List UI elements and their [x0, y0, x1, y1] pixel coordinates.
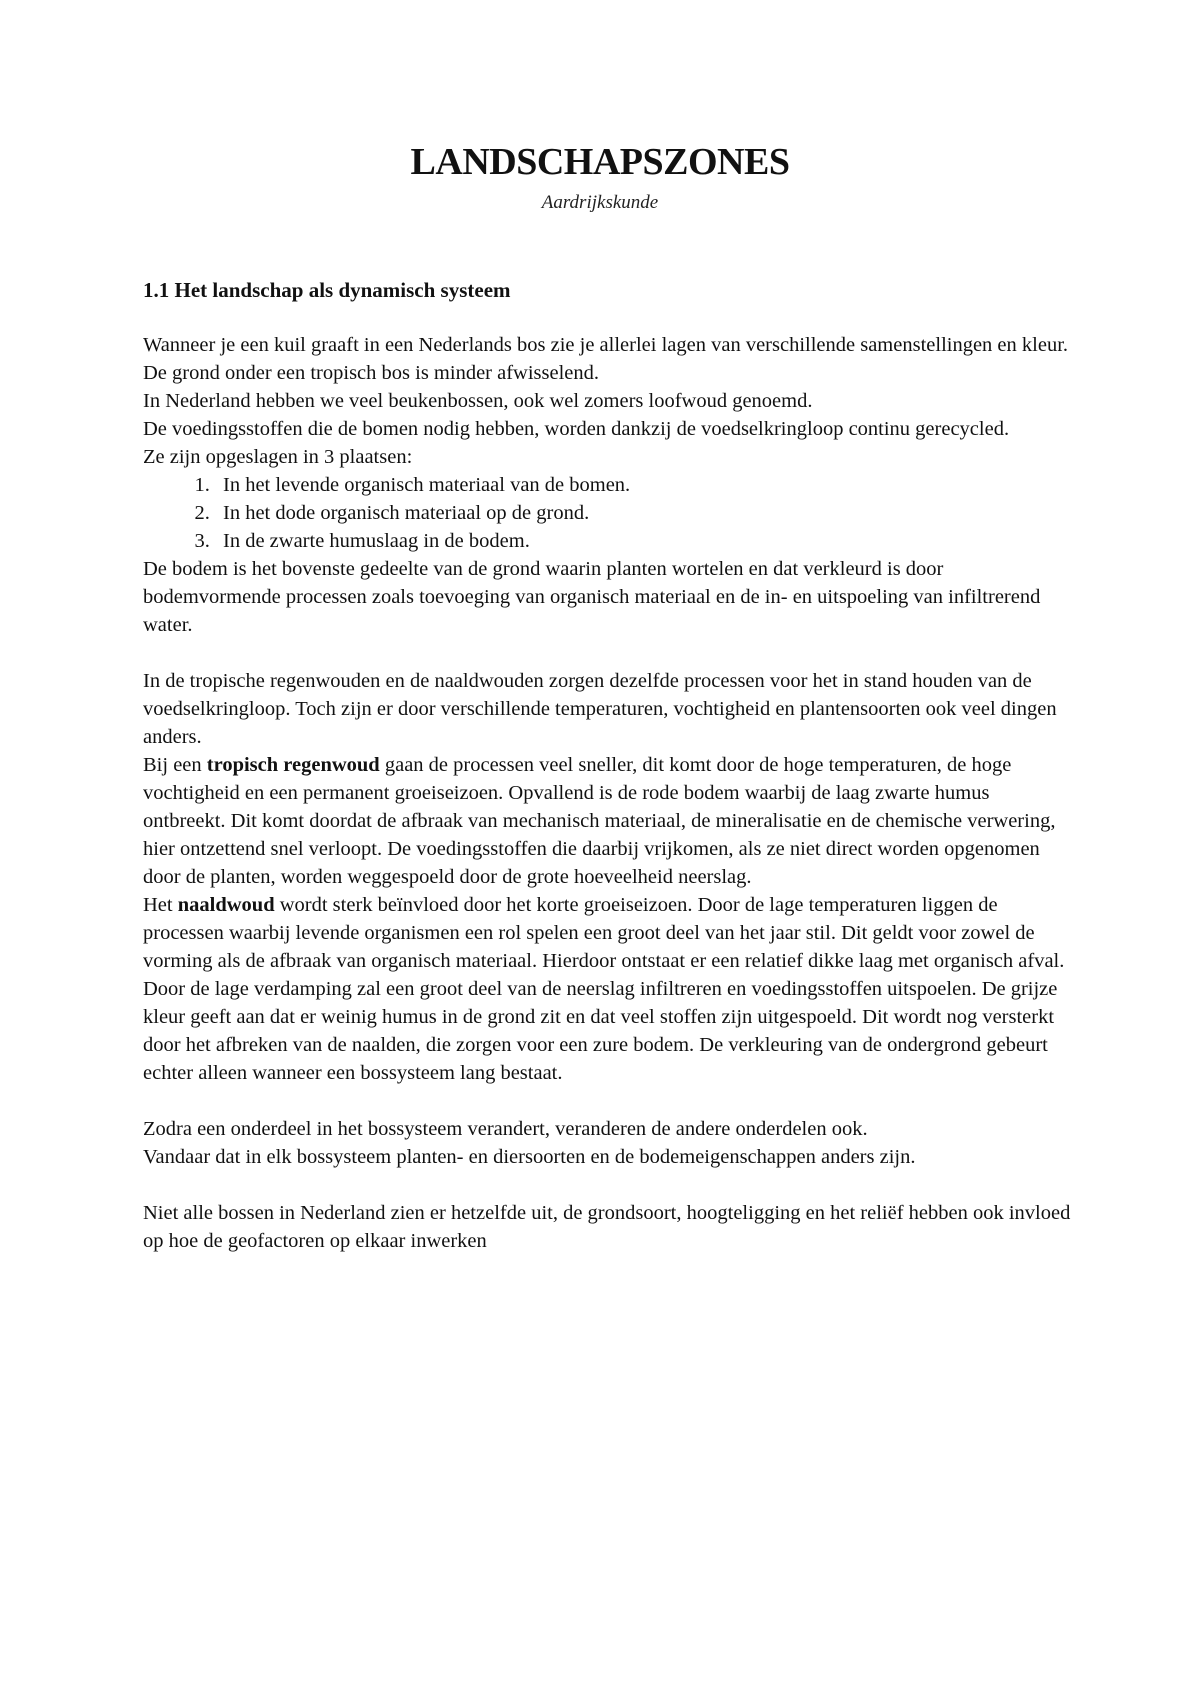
bodem-paragraph: De bodem is het bovenste gedeelte van de grond waarin planten wortelen en dat verkleurd is door bodemvormende processen zoals toevoeging van organisch materiaal en de in- en uitspoeling van infiltrerend water. — [143, 558, 1041, 636]
document-title: LANDSCHAPSZONES — [410, 141, 790, 183]
change-paragraph-line-2: Vandaar dat in elk bossysteem planten- en diersoorten en de bodemeigenschappen anders zijn. — [143, 1146, 916, 1168]
paragraph-spacer — [143, 1087, 1073, 1115]
section-heading: 1.1 Het landschap als dynamisch systeem — [143, 278, 511, 302]
naaldwoud-term: naaldwoud — [177, 894, 275, 916]
tropical-intro-paragraph: In de tropische regenwouden en de naaldwouden zorgen dezelfde processen voor het in stand houden van de voedselkringloop. Toch zijn er door verschillende temperaturen, vochtigheid en plantensoorten ook veel dingen anders. — [143, 670, 1057, 748]
naaldwoud-text-after: wordt sterk beïnvloed door het korte groeiseizoen. Door de lage temperaturen liggen de processen waarbij levende organismen een rol spelen een groot deel van het jaar stil. Dit geldt voor zowel de vorming als de afbraak van organisch materiaal. Hierdoor ontstaat er een relatief dikke laag met organisch afval. Door de lage verdamping zal een groot deel van de neerslag infiltreren en voedingsstoffen uitspoelen. De grijze kleur geeft aan dat er weinig humus in de grond zit en dat veel stoffen zijn uitgespoeld. Dit wordt nog versterkt door het afbreken van de naalden, die zorgen voor een zure bodem. De verkleuring van de ondergrond gebeurt echter alleen wanneer een bossysteem lang bestaat. — [143, 894, 1065, 1084]
naaldwoud-text-before: Het — [143, 894, 178, 916]
list-item: 1. In het levende organisch materiaal van de bomen. — [215, 471, 1073, 499]
naaldwoud-paragraph — [143, 891, 1073, 1087]
intro-paragraph-2: In Nederland hebben we veel beukenbossen, ook wel zomers loofwoud genoemd. — [143, 390, 813, 412]
document-subtitle: Aardrijkskunde — [541, 192, 659, 213]
paragraph-spacer — [143, 1171, 1073, 1199]
storage-places-list — [143, 471, 1073, 555]
regenwoud-term: tropisch regenwoud — [206, 754, 380, 776]
regenwoud-text-after: gaan de processen veel sneller, dit komt door de hoge temperaturen, de hoge vochtigheid en een permanent groeiseizoen. Opvallend is de rode bodem waarbij de laag zwarte humus ontbreekt. Dit komt doordat de afbraak van mechanisch materiaal, de mineralisatie en de chemische verwering, hier ontzettend snel verloopt. De voedingsstoffen die daarbij vrijkomen, als ze niet direct worden opgenomen door de planten, worden weggespoeld door de grote hoeveelheid neerslag. — [143, 754, 1056, 888]
list-item: 3. In de zwarte humuslaag in de bodem. — [215, 527, 1073, 555]
list-item: 2. In het dode organisch materiaal op de grond. — [215, 499, 1073, 527]
paragraph-spacer — [143, 639, 1073, 667]
change-paragraph-line-1: Zodra een onderdeel in het bossysteem verandert, veranderen de andere onderdelen ook. — [143, 1118, 868, 1140]
intro-paragraph-3: De voedingsstoffen die de bomen nodig hebben, worden dankzij de voedselkringloop continu gerecycled. — [143, 418, 1010, 440]
closing-paragraph: Niet alle bossen in Nederland zien er hetzelfde uit, de grondsoort, hoogteligging en het reliëf hebben ook invloed op hoe de geofactoren op elkaar inwerken — [143, 1202, 1071, 1252]
regenwoud-text-before: Bij een — [143, 754, 207, 776]
intro-paragraph-4: Ze zijn opgeslagen in 3 plaatsen: — [143, 446, 413, 468]
regenwoud-paragraph — [143, 751, 1073, 891]
intro-paragraph-1: Wanneer je een kuil graaft in een Nederlands bos zie je allerlei lagen van verschillende samenstellingen en kleur. De grond onder een tropisch bos is minder afwisselend. — [143, 334, 1069, 384]
document-body — [143, 275, 1073, 1255]
